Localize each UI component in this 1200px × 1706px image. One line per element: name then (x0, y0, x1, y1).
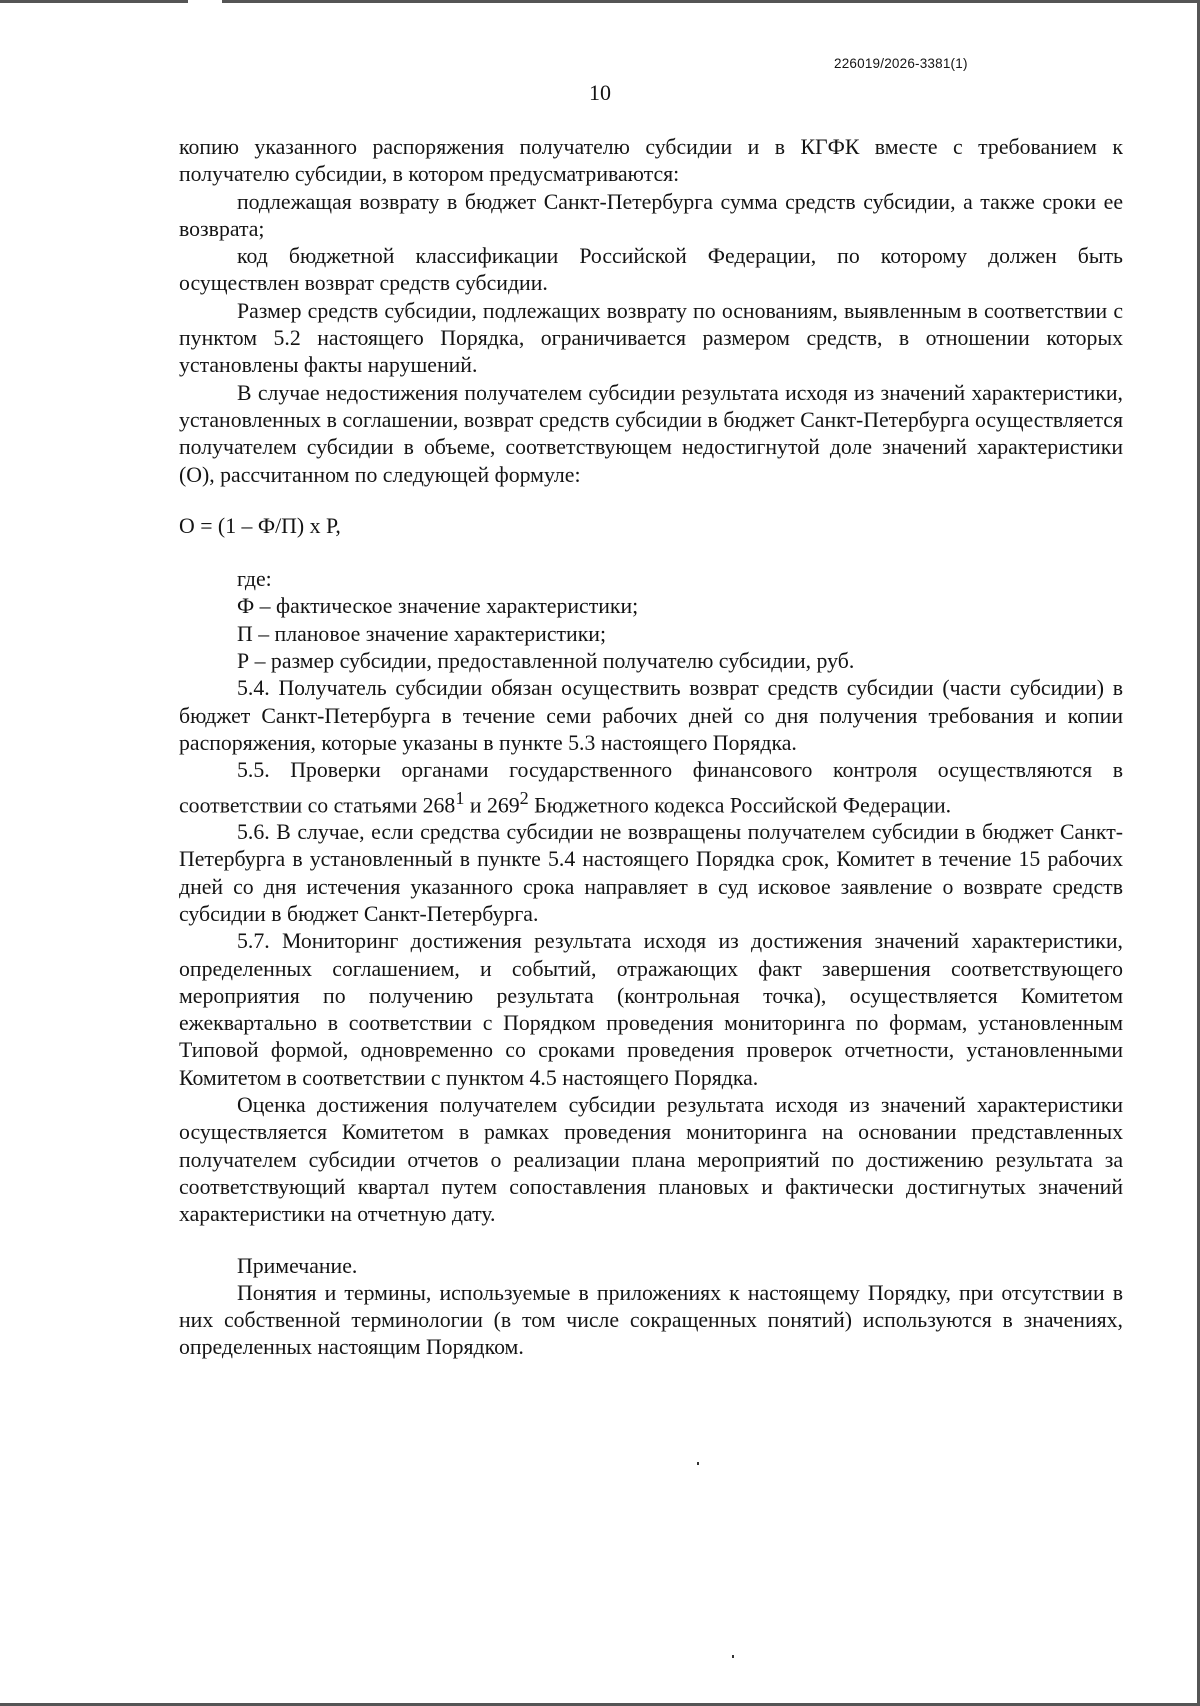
clause-5-5-text-c: Бюджетного кодекса Российской Федерации. (528, 792, 952, 817)
definition-r: Р – размер субсидии, предоставленной получателю субсидии, руб. (237, 649, 855, 674)
document-id: 226019/2026-3381(1) (834, 56, 968, 71)
paragraph-continuation: копию указанного распоряжения получателю субсидии и в КГФК вместе с требованием к получателю субсидии, в котором предусматриваются: (179, 135, 1123, 187)
clause-5-5-text-a: 5.5. Проверки органами государственного финансового контроля осуществляются в соответствии со статьями 268 (179, 758, 1123, 817)
scan-speck (732, 1655, 734, 1658)
paragraph-return-size: Размер средств субсидии, подлежащих возврату по основаниям, выявленным в соответствии с пунктом 5.2 настоящего Порядка, ограничивается размером средств, в отношении которых установлены факты нарушений. (179, 298, 1123, 378)
clause-5-5-sup-a: 1 (455, 787, 465, 808)
formula-where-label: где: (237, 567, 272, 592)
scan-top-edge (0, 0, 1200, 3)
clause-5-5-sup-b: 2 (519, 787, 529, 808)
paragraph-non-achievement: В случае недостижения получателем субсидии результата исходя из значений характеристики, установленных в соглашении, возврат средств субсидии в бюджет Санкт-Петербурга осуществляется получателем субсидии в объеме, соответствующем недостигнутой доле значений характеристики (О), рассчитанном по следующей формуле: (179, 380, 1123, 487)
page-number: 10 (589, 80, 611, 105)
scan-speck (697, 1462, 699, 1465)
document-body (179, 134, 1123, 1362)
definition-f: Ф – фактическое значение характеристики; (237, 594, 639, 619)
clause-5-5 (179, 757, 1123, 819)
scan-top-edge-gap (188, 0, 222, 3)
paragraph-budget-code: код бюджетной классификации Российской Федерации, по которому должен быть осуществлен возврат средств субсидии. (179, 244, 1123, 296)
note-title: Примечание. (237, 1253, 358, 1278)
return-formula: О = (1 – Ф/П) х Р, (179, 513, 341, 538)
clause-5-6: 5.6. В случае, если средства субсидии не возвращены получателем субсидии в бюджет Санкт-Петербурга в установленный в пункте 5.4 настоящего Порядка срок, Комитет в течение 15 рабочих дней со дня истечения указанного срока направляет в суд исковое заявление о возврате средств субсидии в бюджет Санкт-Петербурга. (179, 820, 1123, 926)
clause-5-7: 5.7. Мониторинг достижения результата исходя из достижения значений характеристики, определенных соглашением, и событий, отражающих факт завершения соответствующего мероприятия по получению результата (контрольная точка), осуществляется Комитетом ежеквартально в соответствии с Порядком проведения мониторинга по формам, установленным Типовой формой, одновременно со сроками проведения проверок отчетности, установленными Комитетом в соответствии с пунктом 4.5 настоящего Порядка. (179, 929, 1123, 1090)
paragraph-return-amount: подлежащая возврату в бюджет Санкт-Петербурга сумма средств субсидии, а также сроки ее возврата; (179, 189, 1123, 241)
clause-5-4: 5.4. Получатель субсидии обязан осуществить возврат средств субсидии (части субсидии) в бюджет Санкт-Петербурга в течение семи рабочих дней со дня получения требования и копии распоряжения, которые указаны в пункте 5.3 настоящего Порядка. (179, 676, 1123, 755)
paragraph-evaluation: Оценка достижения получателем субсидии результата исходя из значений характеристики осуществляется Комитетом в рамках проведения мониторинга на основании представленных получателем субсидии отчетов о реализации плана мероприятий по достижению результата за соответствующий квартал путем сопоставления плановых и фактически достигнутых значений характеристики на отчетную дату. (179, 1093, 1123, 1227)
clause-5-5-text-b: и 269 (464, 792, 520, 817)
definition-p: П – плановое значение характеристики; (237, 621, 607, 646)
note-text: Понятия и термины, используемые в приложениях к настоящему Порядку, при отсутствии в них собственной терминологии (в том числе сокращенных понятий) используются в значениях, определенных настоящим Порядком. (179, 1280, 1123, 1360)
